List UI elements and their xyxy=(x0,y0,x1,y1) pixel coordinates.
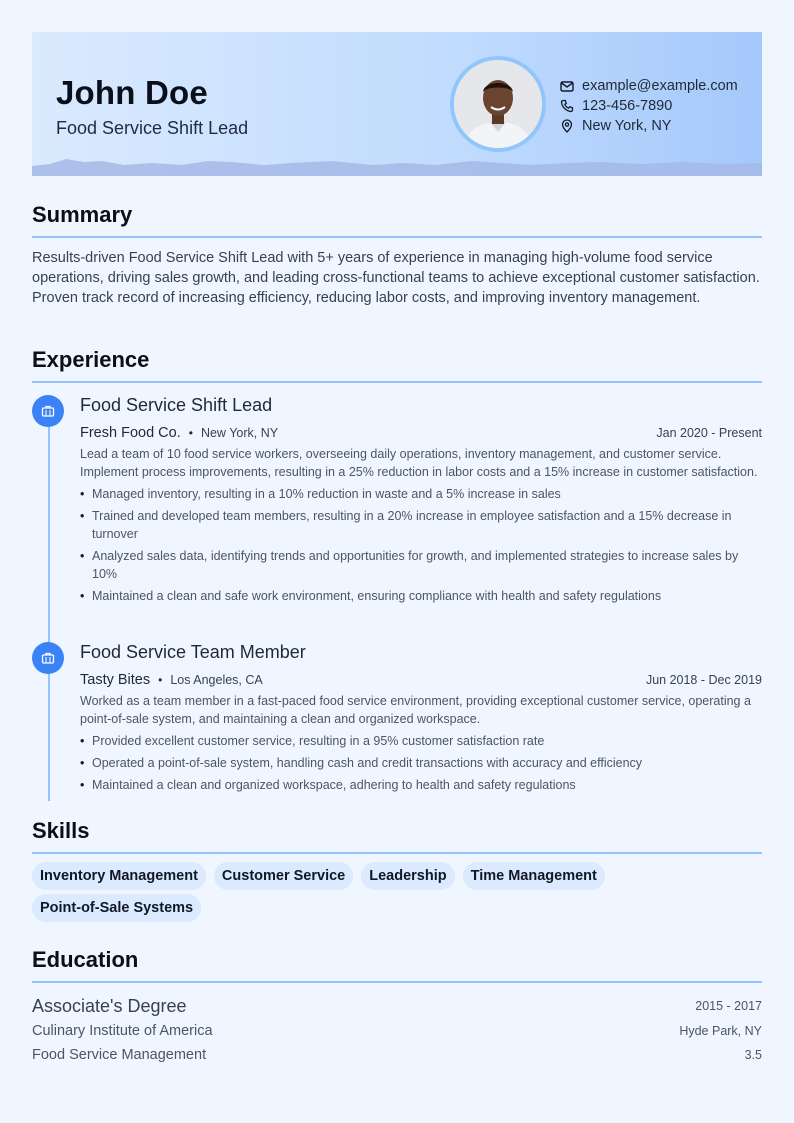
skill-chip: Point-of-Sale Systems xyxy=(32,894,201,922)
header-wave-decoration xyxy=(32,156,762,176)
resume-header xyxy=(32,32,762,176)
bullet-item: • Maintained a clean and organized workspace, adhering to health and safety regulations xyxy=(80,776,762,794)
contact-info xyxy=(560,76,738,136)
candidate-name: John Doe xyxy=(56,74,208,111)
bullet-item: • Operated a point-of-sale system, handling cash and credit transactions with accuracy and efficiency xyxy=(80,754,762,772)
job-description: Lead a team of 10 food service workers, overseeing daily operations, inventory management, and customer service. Implement process improvements, resulting in a 25% reduction in labor costs and a 15% increase in customer satisfaction. xyxy=(80,447,758,479)
skill-chip: Time Management xyxy=(463,862,605,890)
separator-dot: • xyxy=(188,426,193,440)
education-school-row xyxy=(32,1019,762,1043)
avatar xyxy=(450,56,546,152)
job-dates: Jun 2018 - Dec 2019 xyxy=(645,673,762,687)
contact-email[interactable] xyxy=(560,76,738,96)
location-text: New York, NY xyxy=(582,118,672,134)
section-divider xyxy=(32,981,762,983)
skill-chip: Leadership xyxy=(361,862,454,890)
skill-chip: Customer Service xyxy=(214,862,353,890)
job-meta xyxy=(80,423,762,443)
education-section xyxy=(32,947,762,1067)
contact-location xyxy=(560,116,738,136)
education-school: Culinary Institute of America xyxy=(32,1023,213,1039)
bullet-item: • Analyzed sales data, identifying trends and opportunities for growth, and implemented strategies to increase sales by 10% xyxy=(80,547,762,583)
timeline-line xyxy=(48,411,50,801)
job-details xyxy=(80,642,762,798)
experience-section xyxy=(32,347,762,807)
phone-icon xyxy=(560,99,574,113)
section-title-summary: Summary xyxy=(32,202,133,227)
summary-text: Results-driven Food Service Shift Lead with 5+ years of experience in managing high-volume food service operations, driving sales growth, and leading cross-functional teams to achieve exceptional customer satisfaction. Proven track record of increasing efficiency, reducing labor costs, and improving inventory management. xyxy=(32,250,760,306)
briefcase-icon xyxy=(41,651,55,665)
bullet-item: • Managed inventory, resulting in a 10% reduction in waste and a 5% increase in sales xyxy=(80,485,762,503)
job-company: Fresh Food Co. xyxy=(80,425,181,441)
job-dates: Jan 2020 - Present xyxy=(656,426,762,440)
job-meta xyxy=(80,670,762,690)
skill-chip: Inventory Management xyxy=(32,862,206,890)
skills-list xyxy=(32,862,632,926)
mail-icon xyxy=(560,79,574,93)
education-degree: Associate's Degree xyxy=(32,995,187,1016)
separator-dot: • xyxy=(158,673,163,687)
job-location: Los Angeles, CA xyxy=(170,673,263,687)
location-pin-icon xyxy=(560,119,574,133)
section-title-education: Education xyxy=(32,947,139,972)
job-bullets xyxy=(80,732,762,794)
job-description: Worked as a team member in a fast-paced food service environment, providing exceptional customer service, operating a point-of-sale system, and maintaining a clean and organized workspace. xyxy=(80,694,751,726)
education-degree-row xyxy=(32,993,762,1019)
education-dates: 2015 - 2017 xyxy=(695,999,762,1013)
phone-text: 123-456-7890 xyxy=(582,98,673,114)
bullet-item: • Trained and developed team members, resulting in a 20% increase in employee satisfaction and a 15% decrease in turnover xyxy=(80,507,762,543)
section-divider xyxy=(32,852,762,854)
contact-phone[interactable] xyxy=(560,96,738,116)
job-location: New York, NY xyxy=(200,426,279,440)
avatar-portrait xyxy=(454,60,542,148)
job-icon-badge xyxy=(32,642,64,674)
section-title-experience: Experience xyxy=(32,347,150,372)
job-title: Food Service Team Member xyxy=(80,642,306,662)
section-title-skills: Skills xyxy=(32,818,90,843)
education-location: Hyde Park, NY xyxy=(679,1024,762,1038)
bullet-item: • Provided excellent customer service, resulting in a 95% customer satisfaction rate xyxy=(80,732,762,750)
job-icon-badge xyxy=(32,395,64,427)
job-bullets xyxy=(80,485,762,605)
education-field: Food Service Management xyxy=(32,1047,207,1063)
bullet-item: • Maintained a clean and safe work environment, ensuring compliance with health and safety regulations xyxy=(80,587,762,605)
email-text: example@example.com xyxy=(582,78,738,94)
section-divider xyxy=(32,381,762,383)
job-company: Tasty Bites xyxy=(80,672,151,688)
skills-section xyxy=(32,818,762,926)
education-gpa: 3.5 xyxy=(744,1048,762,1062)
job-title: Food Service Shift Lead xyxy=(80,395,273,415)
summary-section xyxy=(32,202,762,308)
education-field-row xyxy=(32,1043,762,1067)
candidate-title: Food Service Shift Lead xyxy=(56,118,249,138)
section-divider xyxy=(32,236,762,238)
job-details xyxy=(80,395,762,609)
briefcase-icon xyxy=(41,404,55,418)
